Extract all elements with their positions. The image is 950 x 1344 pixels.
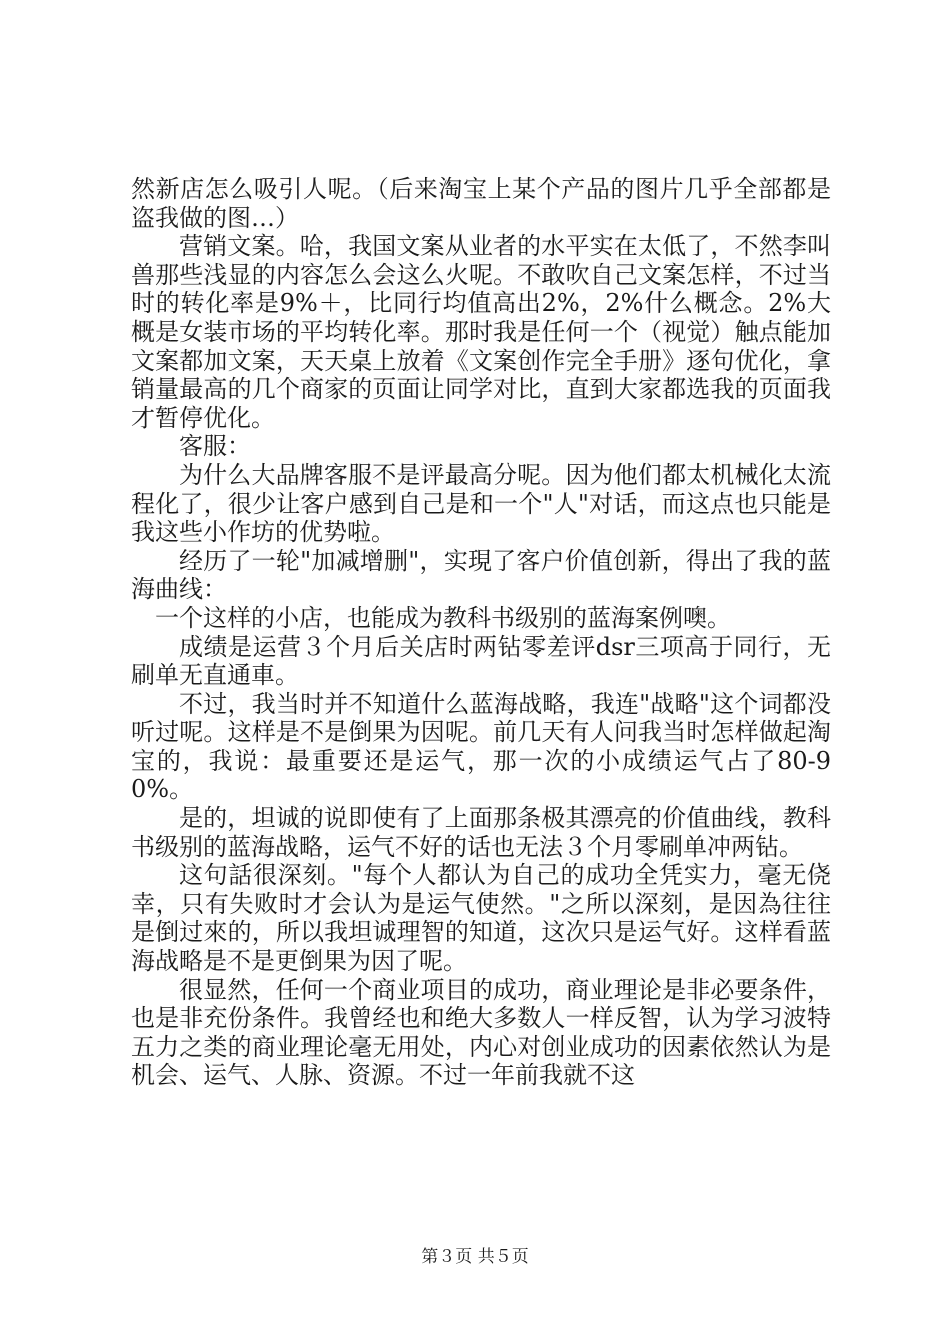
paragraph: 很显然，任何一个商业项目的成功，商业理论是非必要条件，也是非充份条件。我曾经也和绝大多数人一样反智，认为学习波特五力之类的商业理论毫无用处，内心对创业成功的因素依然认为是机会、运气、人脉、资源。不过一年前我就不这: [131, 975, 831, 1090]
paragraph: 经历了一轮"加减增删"，实現了客户价值创新，得出了我的蓝海曲线：: [131, 546, 831, 604]
paragraph: 这句話很深刻。"每个人都认为自己的成功全凭实力，毫无侥幸，只有失败时才会认为是运气使然。"之所以深刻，是因為往往是倒过來的，所以我坦诚理智的知道，这次只是运气好。这样看蓝海战略是不是更倒果为因了呢。: [131, 861, 831, 976]
paragraph: 为什么大品牌客服不是评最高分呢。因为他们都太机械化太流程化了，很少让客户感到自己是和一个"人"对话，而这点也只能是我这些小作坊的优势啦。: [131, 460, 831, 547]
paragraph: 一个这样的小店，也能成为教科书级别的蓝海案例噢。: [155, 603, 731, 632]
paragraph: 不过，我当时并不知道什么蓝海战略，我连"战略"这个词都没听过呢。这样是不是倒果为因呢。前几天有人问我当时怎样做起淘宝的，我说：最重要还是运气，那一次的小成绩运气占了80-90%。: [131, 689, 831, 804]
page-number-footer: 第３页 共５页: [421, 1247, 529, 1267]
paragraph: 客服：: [179, 432, 251, 461]
paragraph: 然新店怎么吸引人呢。（后来淘宝上某个产品的图片几乎全部都是盗我做的图…）: [131, 175, 831, 232]
document-body: [131, 175, 831, 1090]
paragraph: 是的，坦诚的说即使有了上面那条极其漂亮的价值曲线，教科书级别的蓝海战略，运气不好的话也无法３个月零刷单冲两钻。: [131, 804, 831, 861]
paragraph: 营销文案。哈，我国文案从业者的水平实在太低了，不然李叫兽那些浅显的内容怎么会这么火呢。不敢吹自己文案怎样，不过当时的转化率是9%＋，比同行均值高出2%，2%什么概念。2%大概是女装市场的平均转化率。那时我是任何一个（视觉）触点能加文案都加文案，天天桌上放着《文案创作完全手册》逐句优化，拿销量最高的几个商家的页面让同学对比，直到大家都选我的页面我才暂停优化。: [131, 232, 831, 432]
paragraph: 成绩是运营３个月后关店时两钻零差评dsr三项高于同行，无刷单无直通車。: [131, 632, 831, 690]
